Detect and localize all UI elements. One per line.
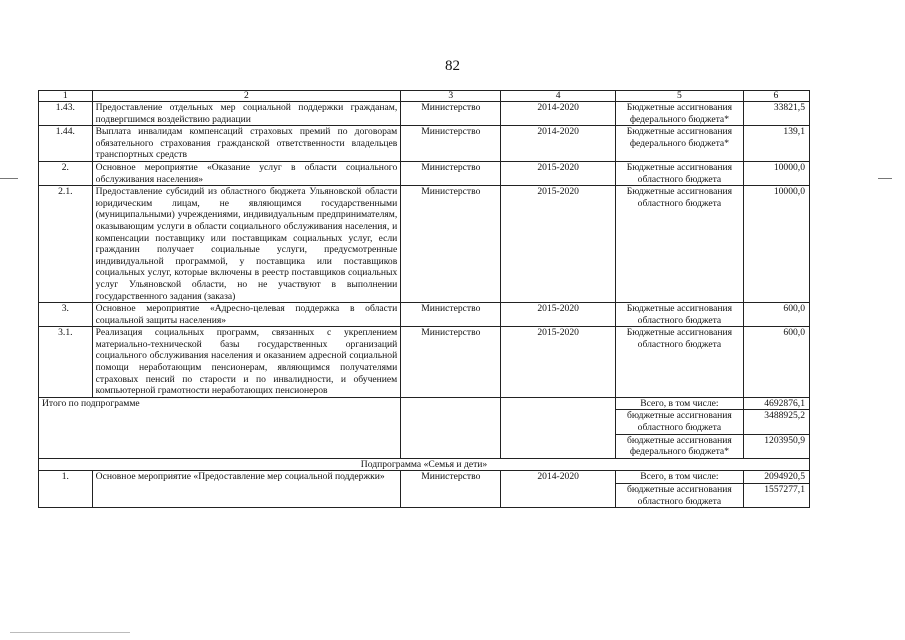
row-period: 2014-2020: [501, 471, 616, 508]
row-number: 2.1.: [39, 186, 93, 303]
row-number: 1.44.: [39, 126, 93, 162]
row-executor: Министерство: [401, 303, 501, 327]
row-name: Выплата инвалидам компенсаций страховых премий по договорам обязательного страхования гражданской ответственности владельцев транспортных средств: [92, 126, 401, 162]
row-period: 2015-2020: [501, 327, 616, 398]
total-row: [39, 397, 810, 410]
row-source: бюджетные ассигнования областного бюджета: [615, 484, 743, 508]
total-source: бюджетные ассигнования областного бюджета: [615, 410, 743, 434]
column-header: 6: [743, 91, 809, 102]
row-number: 3.: [39, 303, 93, 327]
section-title: Подпрограмма «Семья и дети»: [39, 458, 810, 471]
row-source: Бюджетные ассигнования областного бюджета: [615, 186, 743, 303]
row-source: Бюджетные ассигнования федерального бюджета*: [615, 102, 743, 126]
scan-noise: [878, 178, 892, 179]
row-source: Всего, в том числе:: [615, 471, 743, 484]
row-amount: 600,0: [743, 327, 809, 398]
total-source: Всего, в том числе:: [615, 397, 743, 410]
total-executor: [401, 397, 501, 458]
row-number: 1.: [39, 471, 93, 508]
row-amount: 139,1: [743, 126, 809, 162]
total-label: Итого по подпрограмме: [39, 397, 401, 458]
row-source: Бюджетные ассигнования федерального бюджета*: [615, 126, 743, 162]
row-name: Предоставление отдельных мер социальной поддержки гражданам, подвергшимся воздействию радиации: [92, 102, 401, 126]
row-executor: Министерство: [401, 186, 501, 303]
table-row: [39, 161, 810, 185]
total-amount: 3488925,2: [743, 410, 809, 434]
row-name: Основное мероприятие «Адресно-целевая поддержка в области социальной защиты населения»: [92, 303, 401, 327]
row-amount: 10000,0: [743, 186, 809, 303]
scan-noise: [0, 178, 18, 179]
total-amount: 4692876,1: [743, 397, 809, 410]
table-row: [39, 186, 810, 303]
row-period: 2015-2020: [501, 186, 616, 303]
table-row: [39, 102, 810, 126]
row-amount: 10000,0: [743, 161, 809, 185]
row-source: Бюджетные ассигнования областного бюджета: [615, 327, 743, 398]
row-amount: 1557277,1: [743, 484, 809, 508]
budget-table: [38, 90, 810, 508]
row-executor: Министерство: [401, 126, 501, 162]
row-executor: Министерство: [401, 327, 501, 398]
row-number: 2.: [39, 161, 93, 185]
row-amount: 2094920,5: [743, 471, 809, 484]
row-period: 2015-2020: [501, 303, 616, 327]
column-header: 1: [39, 91, 93, 102]
row-name: Предоставление субсидий из областного бюджета Ульяновской области юридическим лицам, не являющимся государственными (муниципальными) учреждениями, индивидуальным предпринимателям, оказывающим услуги в области социального обслуживания населения, и компенсации поставщику или поставщикам социальных услуг, если гражданин получает социальные услуги, предусмотренные индивидуальной программой, у поставщика или поставщиков социальных услуг, которые включены в реестр поставщиков социальных услуг Ульяновской области, но не участвуют в выполнении государственного задания (заказа): [92, 186, 401, 303]
total-period: [501, 397, 616, 458]
row-number: 1.43.: [39, 102, 93, 126]
table-row: [39, 327, 810, 398]
row-period: 2014-2020: [501, 102, 616, 126]
row-name: Основное мероприятие «Предоставление мер социальной поддержки»: [92, 471, 401, 508]
table-row: [39, 303, 810, 327]
row-amount: 33821,5: [743, 102, 809, 126]
column-header: 5: [615, 91, 743, 102]
row-executor: Министерство: [401, 161, 501, 185]
row-amount: 600,0: [743, 303, 809, 327]
row-executor: Министерство: [401, 471, 501, 508]
row-source: Бюджетные ассигнования областного бюджета: [615, 161, 743, 185]
row-executor: Министерство: [401, 102, 501, 126]
scan-noise: [10, 632, 130, 633]
header-row: [39, 91, 810, 102]
column-header: 2: [92, 91, 401, 102]
column-header: 4: [501, 91, 616, 102]
table-row: [39, 471, 810, 484]
total-amount: 1203950,9: [743, 434, 809, 458]
section-header-row: [39, 458, 810, 471]
column-header: 3: [401, 91, 501, 102]
page-number: 82: [445, 58, 460, 74]
row-number: 3.1.: [39, 327, 93, 398]
table-row: [39, 126, 810, 162]
row-name: Основное мероприятие «Оказание услуг в области социального обслуживания населения»: [92, 161, 401, 185]
row-period: 2015-2020: [501, 161, 616, 185]
total-source: бюджетные ассигнования федерального бюджета*: [615, 434, 743, 458]
row-period: 2014-2020: [501, 126, 616, 162]
row-name: Реализация социальных программ, связанных с укреплением материально-технической базы государственных организаций социального обслуживания населения и оказанием адресной социальной помощи неработающим пенсионерам, являющимся получателями страховых пенсий по старости и по инвалидности, и обучением компьютерной грамотности неработающих пенсионеров: [92, 327, 401, 398]
row-source: Бюджетные ассигнования областного бюджета: [615, 303, 743, 327]
